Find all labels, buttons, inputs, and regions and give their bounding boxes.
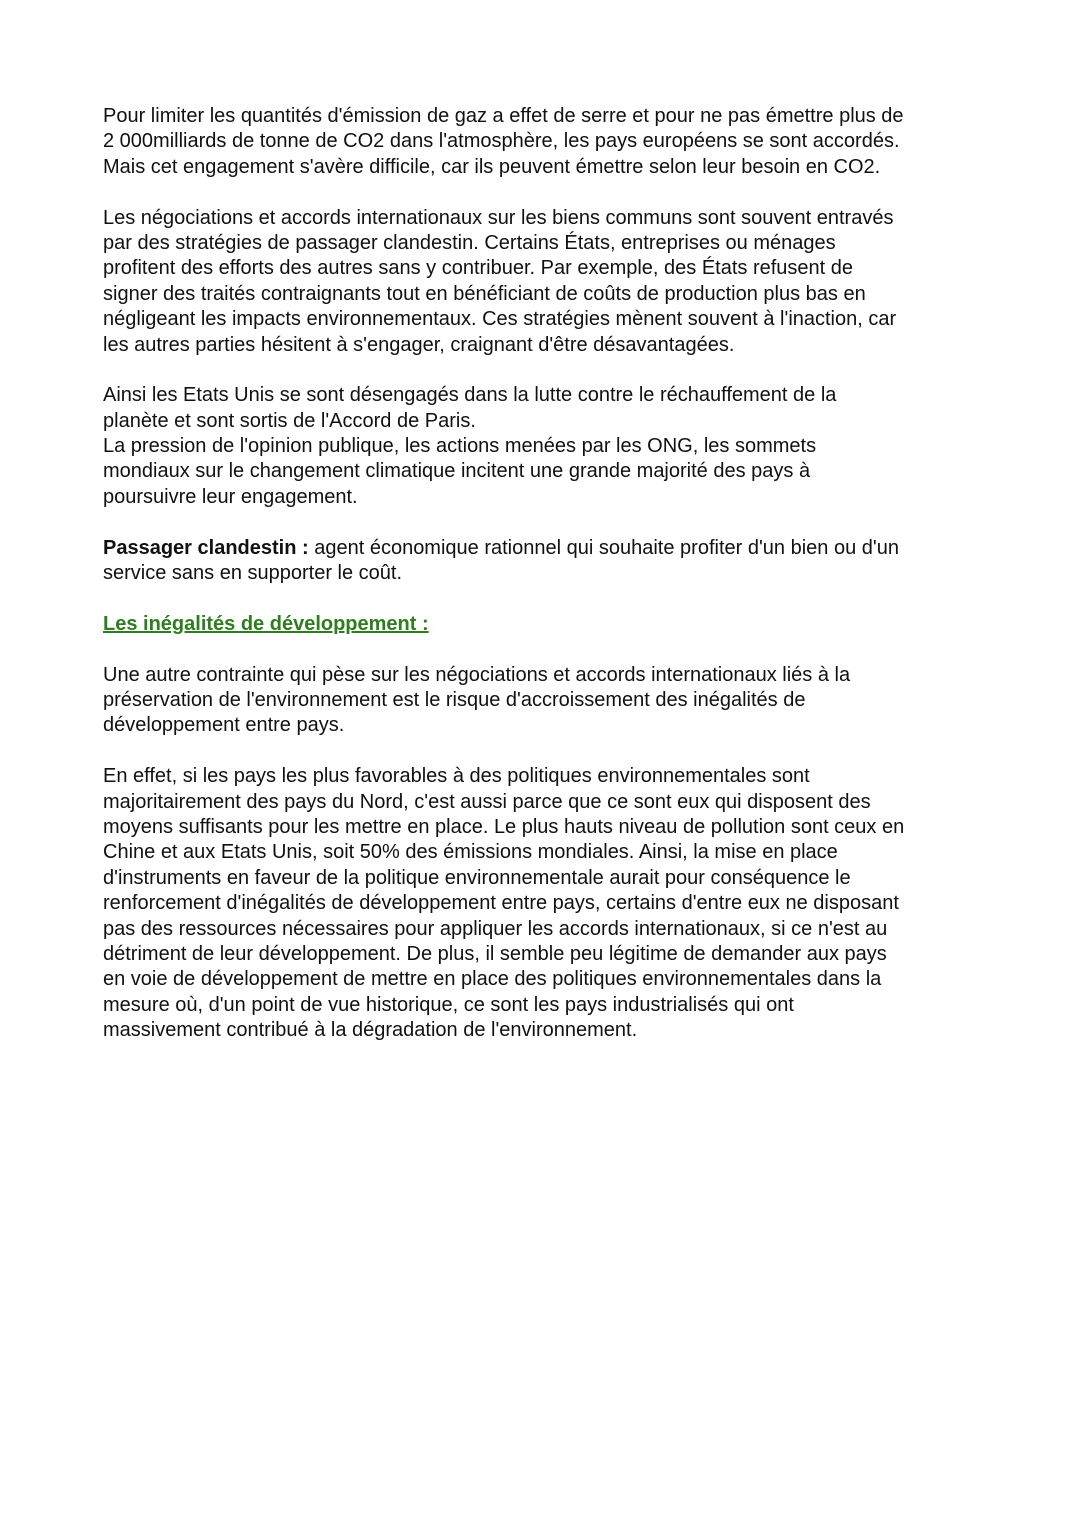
text-line: profitent des efforts des autres sans y contribuer. Par exemple, des États refusent de — [103, 257, 854, 280]
text-line: mondiaux sur le changement climatique incitent une grande majorité des pays à — [103, 460, 811, 483]
text-line: Chine et aux Etats Unis, soit 50% des émissions mondiales. Ainsi, la mise en place — [103, 841, 838, 864]
text-line: pas des ressources nécessaires pour appliquer les accords internationaux, si ce n'est au — [103, 917, 888, 940]
text-line: Mais cet engagement s'avère difficile, car ils peuvent émettre selon leur besoin en CO2. — [103, 155, 881, 178]
paragraph-gap — [103, 510, 904, 535]
text-line: détriment de leur développement. De plus, il semble peu légitime de demander aux pays — [103, 942, 887, 965]
text-line: renforcement d'inégalités de développement entre pays, certains d'entre eux ne disposant — [103, 892, 899, 915]
paragraph — [103, 663, 904, 739]
text-line: négligeant les impacts environnementaux. Ces stratégies mènent souvent à l'inaction, car — [103, 308, 897, 331]
text-line: mesure où, d'un point de vue historique, ce sont les pays industrialisés qui ont — [103, 993, 794, 1016]
definition-text: agent économique rationnel qui souhaite profiter d'un bien ou d'un — [308, 536, 899, 559]
text-line: poursuivre leur engagement. — [103, 485, 358, 508]
text-line: service sans en supporter le coût. — [103, 562, 403, 585]
text-line: développement entre pays. — [103, 714, 345, 737]
text-line: les autres parties hésitent à s'engager, craignant d'être désavantagées. — [103, 333, 735, 356]
text-line: Ainsi les Etats Unis se sont désengagés dans la lutte contre le réchauffement de la — [103, 384, 837, 407]
text-line: moyens suffisants pour les mettre en place. Le plus hauts niveau de pollution sont ceux en — [103, 815, 905, 838]
section-heading — [103, 612, 904, 637]
paragraph — [103, 206, 904, 358]
text-line: en voie de développement de mettre en place des politiques environnementales dans la — [103, 968, 882, 991]
text-line: signer des traités contraignants tout en bénéficiant de coûts de production plus bas en — [103, 282, 866, 305]
text-line: massivement contribué à la dégradation de l'environnement. — [103, 1019, 638, 1042]
text-line: planète et sont sortis de l'Accord de Paris. — [103, 409, 476, 432]
text-line: Pour limiter les quantités d'émission de gaz a effet de serre et pour ne pas émettre plus de — [103, 105, 904, 127]
paragraph — [103, 383, 904, 510]
paragraph-gap — [103, 739, 904, 764]
text-line: Les inégalités de développement : — [103, 612, 429, 635]
definition-paragraph — [103, 536, 904, 587]
definition-term: Passager clandestin : — [103, 536, 309, 559]
text-line — [103, 536, 904, 561]
text-line: En effet, si les pays les plus favorables à des politiques environnementales sont — [103, 765, 810, 788]
text-line: majoritairement des pays du Nord, c'est aussi parce que ce sont eux qui disposent des — [103, 790, 871, 813]
paragraph-gap — [103, 358, 904, 383]
paragraph — [103, 104, 904, 180]
text-line: 2 000milliards de tonne de CO2 dans l'atmosphère, les pays européens se sont accordés. — [103, 130, 900, 153]
text-line: Une autre contrainte qui pèse sur les négociations et accords internationaux liés à la — [103, 663, 851, 686]
text-line: d'instruments en faveur de la politique environnementale aurait pour conséquence le — [103, 866, 851, 889]
text-line: par des stratégies de passager clandestin. Certains États, entreprises ou ménages — [103, 231, 836, 254]
paragraph — [103, 764, 904, 1043]
text-line: La pression de l'opinion publique, les actions menées par les ONG, les sommets — [103, 435, 817, 458]
paragraph-gap — [103, 180, 904, 205]
paragraph-gap — [103, 586, 904, 611]
paragraph-gap — [103, 637, 904, 662]
text-line: Les négociations et accords internationaux sur les biens communs sont souvent entravés — [103, 206, 894, 229]
document-body — [103, 104, 904, 1043]
text-line: préservation de l'environnement est le risque d'accroissement des inégalités de — [103, 688, 806, 711]
